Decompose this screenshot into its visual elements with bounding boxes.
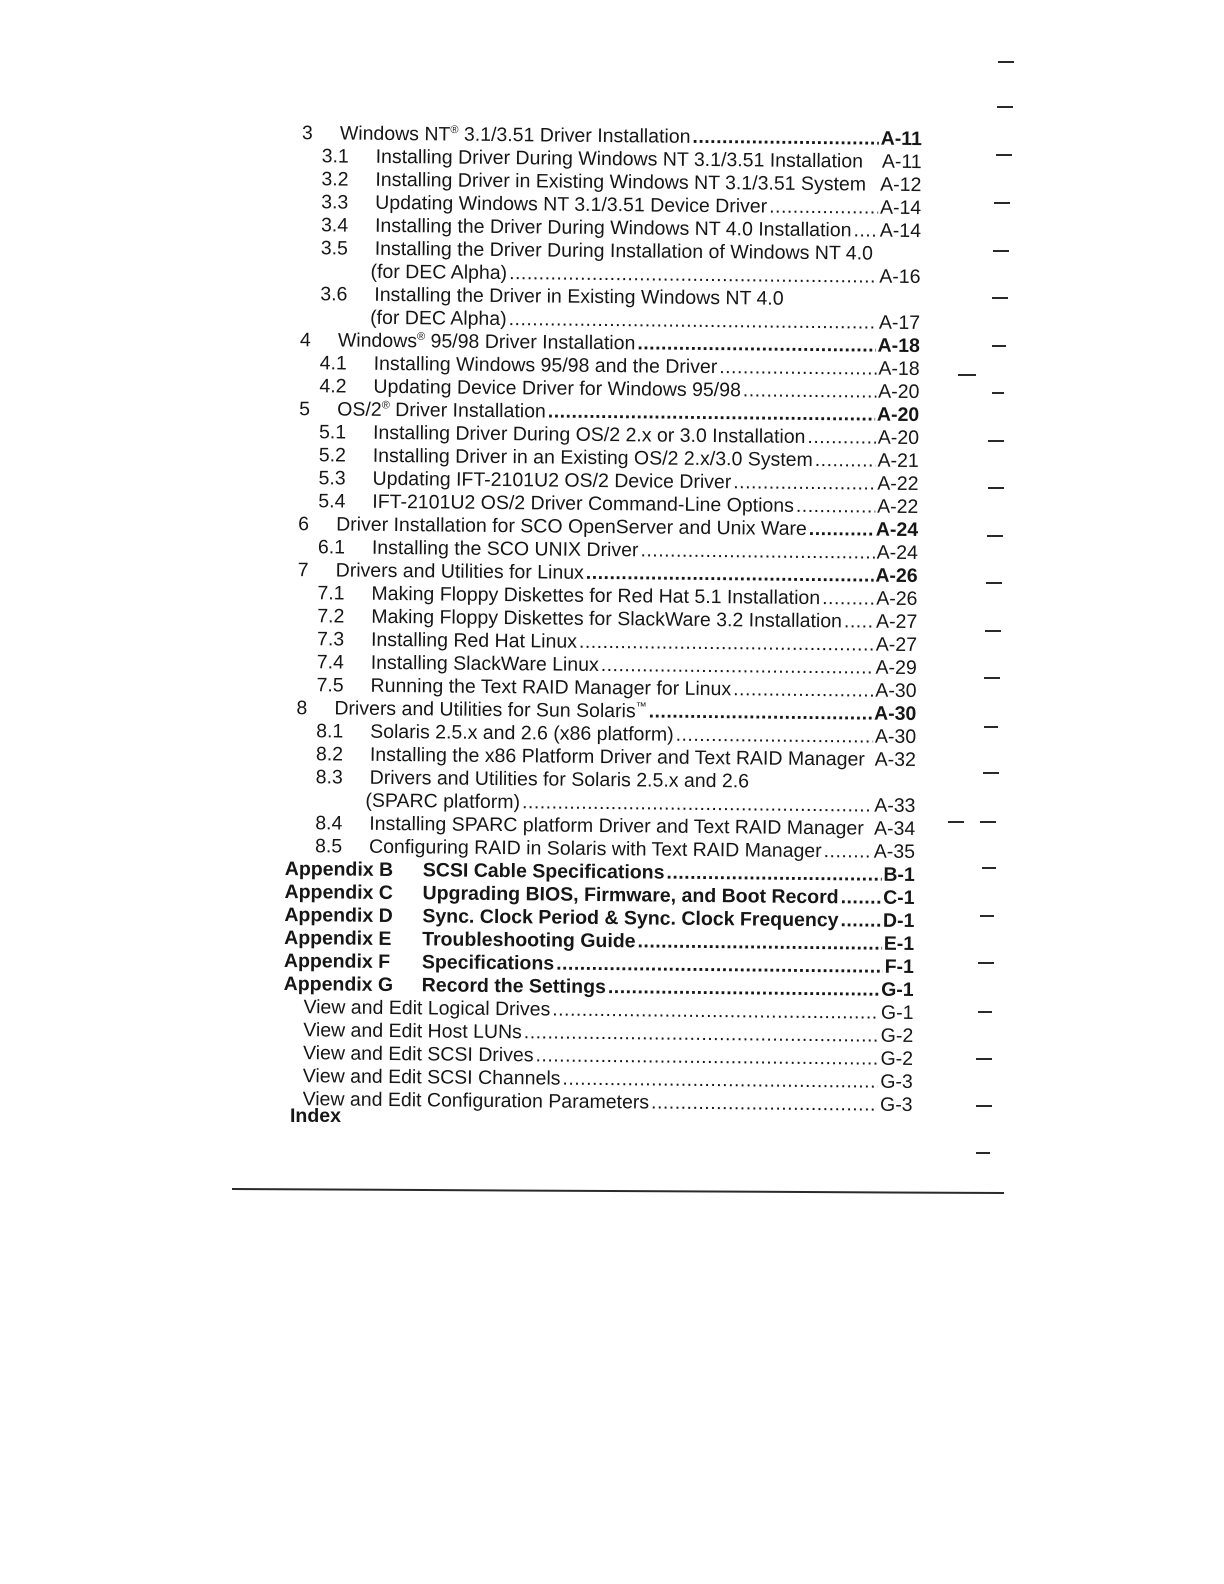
entry-number: 8.4 [315, 812, 343, 835]
entry-number: 8 [296, 697, 308, 720]
entry-number: 3.1 [321, 145, 349, 168]
page-number: A-30 [875, 679, 917, 703]
leader-dots [733, 678, 873, 702]
entry-title-text: Specifications [421, 951, 555, 975]
page-number: E-1 [883, 932, 915, 956]
entry-title-text: (SPARC platform) [365, 789, 521, 814]
entry-number: 7 [297, 559, 309, 582]
entry-number: Appendix D [284, 903, 393, 928]
margin-mark [992, 345, 1006, 347]
page-number: A-18 [878, 357, 920, 381]
leader-dots [840, 909, 881, 932]
entry-number: 5.3 [318, 467, 346, 490]
entry-title-text: Updating IFT-2101U2 OS/2 Device Driver [372, 467, 732, 494]
page-number: A-30 [873, 702, 917, 726]
entry-title [370, 675, 731, 701]
leader-dots [535, 1044, 878, 1070]
leader-dots [601, 654, 874, 680]
page-number: A-21 [877, 449, 919, 473]
entry-title-text: Updating Windows NT 3.1/3.51 Device Driver [375, 191, 768, 218]
page-number: A-26 [875, 564, 918, 588]
page-number: F-1 [884, 955, 915, 979]
toc-entry [290, 283, 920, 335]
page-number: A-33 [874, 794, 916, 818]
entry-number: 5.2 [318, 444, 347, 467]
leader-dots [676, 724, 874, 749]
page-number: A-14 [879, 219, 922, 243]
page-number: C-1 [883, 886, 915, 910]
page-number: A-20 [878, 380, 920, 404]
entry-title [303, 996, 550, 1021]
entry-number: 8.2 [315, 743, 344, 766]
leader-dots [844, 610, 874, 633]
leader-dots [640, 539, 874, 564]
page-number: G-2 [880, 1047, 914, 1071]
leader-dots [809, 518, 874, 542]
leader-dots [556, 953, 883, 979]
entry-title-text: Installing the Driver During Windows NT 4.0 Installation [374, 214, 852, 242]
entry-title-text: IFT-2101U2 OS/2 Driver Command-Line Options [372, 490, 795, 517]
leader-dots [841, 886, 882, 909]
leader-dots [822, 587, 874, 610]
entry-title-text: Installing the x86 Platform Driver and Text RAID Manager [369, 743, 865, 771]
entry-number: Appendix B [284, 857, 394, 882]
page-number: G-2 [880, 1024, 914, 1048]
entry-title [303, 1019, 522, 1044]
margin-mark [985, 630, 1001, 632]
entry-title-text: Solaris 2.5.x and 2.6 (x86 platform) [370, 720, 674, 746]
page-number: A-11 [880, 127, 922, 151]
entry-title-text: Record the Settings [421, 974, 607, 999]
entry-number: 3.4 [320, 214, 349, 237]
trademark-symbol: ® [450, 124, 459, 137]
leader-dots [586, 562, 874, 588]
entry-number: 4.1 [319, 352, 347, 375]
margin-mark [988, 487, 1004, 489]
page-number: A-11 [881, 150, 922, 174]
page-number: A-27 [875, 633, 918, 657]
margin-mark [987, 535, 1003, 537]
page-number: A-34 [873, 817, 916, 841]
margin-mark [980, 915, 994, 917]
entry-title [374, 353, 718, 379]
margin-mark [948, 821, 964, 823]
leader-dots [853, 219, 878, 242]
entry-number: 6.1 [317, 536, 346, 559]
entry-title-text: Installing the SCO UNIX Driver [371, 536, 639, 562]
leader-dots [743, 379, 877, 403]
margin-mark [978, 962, 994, 964]
entry-title-text: Upgrading BIOS, Firmware, and Boot Record [422, 882, 839, 909]
entry-title [423, 859, 665, 884]
leader-dots [807, 426, 876, 450]
leader-dots [608, 976, 879, 1002]
index-heading: Index [290, 1105, 341, 1127]
bottom-rule [232, 1188, 1004, 1194]
entry-title-rest: 95/98 Driver Installation [425, 330, 636, 355]
margin-mark [958, 374, 976, 376]
entry-number: 7.2 [317, 605, 345, 628]
entry-number: 4 [299, 329, 311, 352]
page-number: G-3 [880, 1070, 913, 1094]
entry-title-text: OS/2 [337, 398, 382, 421]
page-number: A-27 [875, 610, 918, 634]
trademark-symbol: ® [381, 399, 390, 412]
page-number: A-26 [876, 587, 918, 611]
page-number: A-18 [877, 334, 920, 358]
toc-entry [285, 766, 915, 818]
margin-mark [994, 202, 1010, 204]
entry-title-text: View and Edit Host LUNs [303, 1019, 522, 1044]
leader-dots [651, 1091, 878, 1116]
page-number: A-24 [875, 518, 919, 542]
entry-number: Appendix C [284, 880, 394, 905]
page-number: G-1 [881, 978, 914, 1002]
leader-dots [579, 631, 874, 657]
entry-title-text: (for DEC Alpha) [370, 260, 508, 285]
entry-title-rest: Driver Installation [389, 398, 546, 423]
entry-title-text: Drivers and Utilities for Sun Solaris [334, 697, 636, 723]
entry-title [370, 307, 507, 331]
entry-title [422, 928, 636, 953]
entry-title [303, 1088, 650, 1114]
entry-line [303, 1088, 913, 1117]
entry-title-text: Troubleshooting Guide [422, 928, 636, 953]
leader-dots [637, 332, 875, 357]
page-number: A-22 [877, 472, 919, 496]
entry-title-text: Driver Installation for SCO OpenServer and Unix Ware [336, 513, 807, 540]
leader-dots [769, 196, 878, 220]
margin-mark [984, 726, 998, 728]
entry-title-text: SCSI Cable Specifications [422, 859, 665, 884]
entry-title-text: Windows [337, 329, 418, 353]
entry-number: 3 [301, 122, 313, 145]
leader-dots [815, 449, 876, 473]
entry-title-text: Windows NT [339, 122, 451, 146]
page-number: G-3 [879, 1093, 913, 1117]
page-number: B-1 [883, 863, 915, 887]
entry-title-text: View and Edit Configuration Parameters [302, 1088, 650, 1114]
leader-dots [692, 126, 878, 151]
entry-number: 7.4 [316, 651, 345, 674]
entry-title [338, 329, 636, 355]
entry-title [370, 721, 674, 747]
entry-title-text: View and Edit SCSI Drives [302, 1042, 534, 1067]
entry-title-text: Installing Driver During Windows NT 3.1/3.51 Installation [375, 145, 864, 173]
margin-mark [978, 1011, 992, 1013]
entry-title [303, 1065, 561, 1090]
leader-dots [548, 400, 875, 426]
entry-title-text: Installing Red Hat Linux [370, 628, 578, 653]
entry-title-text: Installing Driver During OS/2 2.x or 3.0 Installation [372, 421, 806, 448]
entry-title-text: View and Edit SCSI Channels [302, 1065, 561, 1090]
leader-dots [666, 862, 881, 887]
entry-title [334, 697, 646, 723]
margin-mark [976, 1152, 990, 1154]
entry-number: 8.1 [316, 720, 344, 743]
margin-mark [992, 297, 1008, 299]
margin-mark [996, 154, 1012, 156]
page-number: A-20 [877, 426, 920, 450]
entry-title-line1: Installing the Driver in Existing Windows NT 4.0 [374, 283, 784, 310]
leader-dots [796, 495, 875, 519]
entry-title [422, 951, 554, 975]
entry-number: 5.4 [318, 490, 346, 513]
margin-mark [976, 1058, 992, 1060]
entry-number: 7.3 [316, 628, 345, 651]
margin-mark [986, 582, 1002, 584]
entry-number: 5.1 [318, 421, 347, 444]
entry-title-text: Installing Driver in an Existing OS/2 2.x/3.0 System [372, 444, 813, 472]
entry-title [372, 468, 731, 494]
page-number: A-29 [875, 656, 917, 680]
trademark-symbol: ® [416, 330, 426, 343]
page-number: D-1 [882, 909, 915, 933]
entry-title [336, 559, 584, 584]
entry-number: 8.5 [314, 835, 343, 858]
entry-title [365, 790, 520, 814]
entry-title-text: Making Floppy Diskettes for Red Hat 5.1 Installation [371, 582, 821, 610]
page-number: A-35 [873, 840, 916, 864]
page-number: A-17 [878, 311, 921, 335]
leader-dots [824, 840, 872, 863]
entry-title-text: Drivers and Utilities for Linux [335, 559, 584, 584]
page-number: A-22 [877, 495, 919, 519]
page-number: A-14 [879, 196, 922, 220]
entry-number: 4.2 [319, 375, 347, 398]
entry-title-text: Updating Device Driver for Windows 95/98 [373, 375, 741, 402]
entry-title [370, 261, 507, 285]
entry-title [340, 122, 691, 148]
leader-dots [524, 1021, 879, 1047]
margin-mark [980, 821, 996, 823]
entry-title-line1: Drivers and Utilities for Solaris 2.5.x and 2.6 [369, 766, 750, 793]
entry-title-text: Installing Driver in Existing Windows NT 3.1/3.51 System [375, 168, 867, 196]
margin-mark [983, 772, 999, 774]
page-number: A-12 [880, 173, 922, 197]
leader-dots [649, 700, 873, 725]
entry-number: 3.3 [321, 191, 349, 214]
entry-title [337, 398, 546, 423]
entry-number: Appendix E [284, 926, 392, 950]
leader-dots [719, 356, 876, 381]
entry-title-text: Running the Text RAID Manager for Linux [370, 674, 732, 701]
entry-title-text: Configuring RAID in Solaris with Text RAID Manager [368, 835, 822, 863]
entry-title-text: Sync. Clock Period & Sync. Clock Frequency [422, 905, 839, 932]
leader-dots [637, 930, 881, 955]
page-number: A-32 [874, 748, 917, 772]
margin-mark [976, 1105, 992, 1107]
entry-number: 5 [299, 398, 311, 421]
entry-number: 6 [298, 513, 310, 536]
page-number: A-20 [876, 403, 920, 427]
margin-mark [993, 250, 1009, 252]
entry-title-text: Installing Windows 95/98 and the Driver [373, 352, 718, 379]
entry-title [371, 652, 599, 677]
toc-entry [283, 1088, 913, 1117]
leader-dots [552, 999, 879, 1025]
entry-title [372, 537, 639, 563]
page-number: G-1 [880, 1001, 914, 1025]
entry-title-text: Installing SPARC platform Driver and Text RAID Manager [369, 812, 864, 840]
entry-number: 8.3 [315, 766, 343, 789]
entry-number: 7.1 [317, 582, 345, 605]
page-number: A-24 [876, 541, 918, 565]
entry-number: 3.2 [321, 168, 349, 191]
leader-dots [562, 1068, 878, 1094]
margin-mark [982, 867, 996, 869]
entry-number: 3.5 [320, 237, 349, 260]
margin-mark [988, 440, 1004, 442]
entry-title [422, 974, 606, 999]
entry-title-text: Making Floppy Diskettes for SlackWare 3.2 Installation [371, 605, 843, 633]
table-of-contents [283, 122, 922, 1117]
entry-title-line1: Installing the Driver During Installation of Windows NT 4.0 [374, 237, 874, 265]
margin-mark [997, 106, 1013, 108]
page-number: A-16 [879, 265, 921, 289]
entry-title-rest: 3.1/3.51 Driver Installation [458, 123, 691, 148]
margin-mark [984, 677, 1000, 679]
entry-title [371, 629, 577, 654]
toc-entry [290, 237, 920, 289]
entry-title [303, 1042, 534, 1067]
margin-mark [992, 392, 1004, 394]
entry-number: 7.5 [316, 674, 344, 697]
page-number: A-30 [874, 725, 917, 749]
trademark-symbol: ™ [635, 700, 647, 713]
margin-marks [940, 0, 1020, 1584]
entry-number: Appendix G [283, 972, 394, 997]
margin-mark [998, 61, 1014, 63]
entry-number: 3.6 [320, 283, 348, 306]
entry-title-text: View and Edit Logical Drives [303, 996, 551, 1021]
leader-dots [733, 471, 875, 495]
entry-title-text: Installing SlackWare Linux [370, 651, 599, 676]
entry-number: Appendix F [283, 949, 391, 973]
entry-title-text: (for DEC Alpha) [370, 306, 507, 331]
leader-dots [522, 791, 872, 817]
